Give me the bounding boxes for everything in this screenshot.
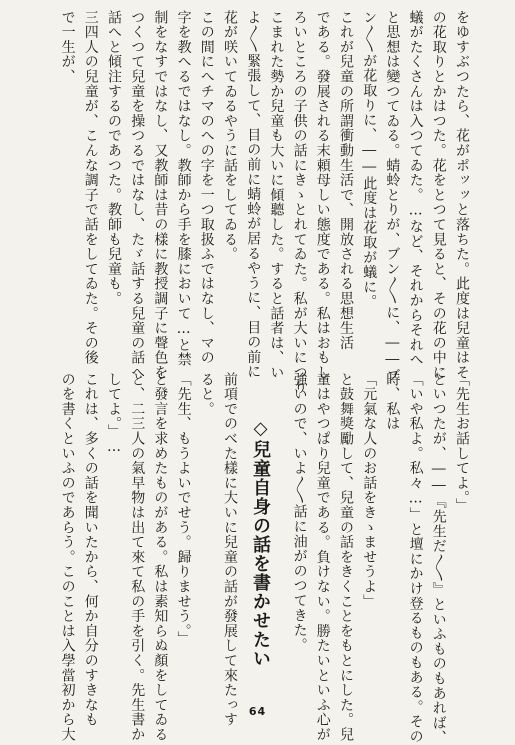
text-column: これが兒童の所謂衝動生活で、開放される思想生活 xyxy=(338,10,354,351)
text-column: 蟻がたくさんは入つてゐた。…など、それからそれへ xyxy=(407,10,424,368)
text-column: 制をなすではなし、又教師は昔の樣に教授調子に聲色を xyxy=(152,10,169,380)
text-column: の花取りとかはつた。花をとつて見ると、その花の中に xyxy=(430,10,447,380)
text-column: である。發展される末頼母しい態度である。私はおもし xyxy=(314,10,331,380)
text-column: 「元氣な人のお話をきゝませうよ」 xyxy=(361,372,378,609)
text-column: ると。 xyxy=(198,372,215,417)
text-column: といつたが、――『先生だ〳〵』といふものもあれば、 xyxy=(430,372,447,745)
text-column: と、二三人の氣早物は出て來て私の手を引く。先生書か xyxy=(129,372,146,742)
text-column: と發言を求めたものがある。私は素知らぬ顏をしてゐる xyxy=(152,372,169,742)
text-column: で一生が、 xyxy=(59,10,76,84)
text-column: 字を教へるではなし。教師から手を膝において…と禁 xyxy=(175,10,192,368)
text-column: 「先生、もうよいでせう。歸りませう。」 xyxy=(175,372,192,647)
text-column: つくつて兒童を操つるではなし、たゞ話する兒童の話へ xyxy=(129,10,146,380)
text-column: 童はやつぱり兒童である。負けない。勝たいといふ心が xyxy=(314,372,331,742)
text-column: よ〳〵緊張して、目の前に蜻蛉が居るやうに、目の前に xyxy=(245,10,262,380)
text-column: こまれた勢か兒童も大いに傾聽した。すると話者は、い xyxy=(268,10,285,380)
page-number: 64 xyxy=(248,705,267,718)
text-column: をゆすぶつたら、花がポッッと落ちた。此度は兒童はそ xyxy=(454,10,470,380)
text-column: ン〳〵が花取りに、――此度は花取が蟻に。 xyxy=(361,10,378,310)
text-column: これは、多くの話を聞いたから、何か自分のすきなも xyxy=(82,372,99,728)
text-column: してよ。」… xyxy=(106,372,122,456)
text-column: 時、私は xyxy=(384,372,401,432)
text-column: 花が咲いてゐるやうに話をしてゐる。 xyxy=(222,10,238,262)
text-column: と思想は變つてゐる。蜻蛉とりが、ブン〳〵に、――ブ xyxy=(384,10,401,384)
text-column: 強いので、いよ〳〵話に油がのつてきた。 xyxy=(291,372,308,653)
text-column: 三四人の兒童が、こんな調子で話をしてゐた。その後 xyxy=(82,10,99,366)
section-heading: ◇兒童自身の話を書かせたい xyxy=(250,418,271,668)
text-column: ろいところの子供の話にきゝとれてゐた。私が大いにつり xyxy=(291,10,308,395)
text-column: 前項でのべた樣に大いに兒童の話が發展して來たっす xyxy=(222,372,238,728)
text-column: と鼓舞獎勵して、兒童の話をきくことをもとにした。兒 xyxy=(338,372,354,742)
text-column: この間にへチマのへの字を一つ取扱ふではなし、マの xyxy=(198,10,215,366)
text-column: 「いや私よ。私々…」と壇にかけ登るものもある。その xyxy=(407,372,424,744)
text-column: 話へと傾注するのであつた。教師も兒童も。 xyxy=(106,10,122,306)
text-column: のを書くといふのであらう。このことは入學當初から大 xyxy=(59,372,76,742)
text-column: 「先生お話してよ。」 xyxy=(454,372,470,513)
